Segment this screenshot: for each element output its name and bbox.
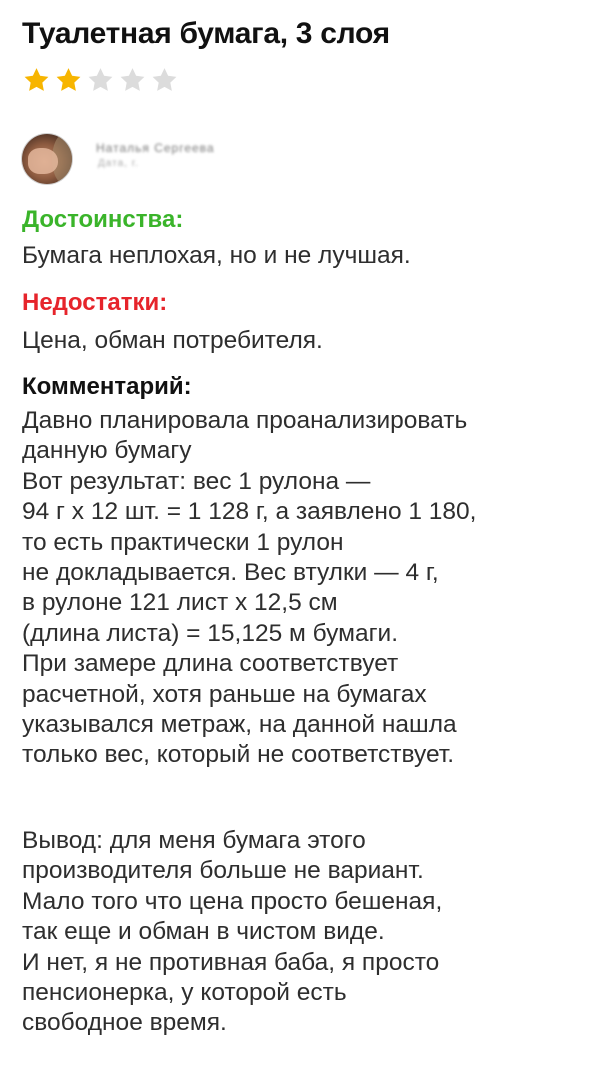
pros-label: Достоинства: — [22, 206, 184, 233]
star-icon — [22, 66, 51, 94]
conclusion-text: Вывод: для меня бумага этого производителя больше не вариант. Мало того что цена просто бешеная, так еще и обман в чистом виде. И нет, я не противная баба, я просто пенсионерка, у которой есть свободное время. — [22, 827, 443, 1037]
comment-text: Давно планировала проанализировать данную бумагу Вот результат: вес 1 рулона — 94 г х 12 шт. = 1 128 г, а заявлено 1 180, то есть практически 1 рулон не докладывается. Вес втулки — 4 г, в рулоне 121 лист х 12,5 см (длина листа) = 15,125 м бумаги. При замере длина соответствует расчетной, хотя раньше на бумагах указывался метраж, на данной нашла только вес, который не соответствует. — [22, 407, 477, 769]
comment-label: Комментарий: — [22, 373, 192, 400]
cons-label: Недостатки: — [22, 289, 168, 316]
product-title: Туалетная бумага, 3 слоя — [22, 17, 390, 50]
avatar[interactable] — [22, 134, 72, 184]
reviewer-meta: Дата, г. — [98, 158, 139, 169]
star-empty-icon — [150, 66, 179, 94]
reviewer-name: Наталья Сергеева — [96, 141, 215, 155]
reviewer-name-blurred[interactable] — [96, 140, 215, 172]
reviewer — [22, 134, 215, 184]
star-icon — [54, 66, 83, 94]
star-empty-icon — [86, 66, 115, 94]
cons-text: Цена, обман потребителя. — [22, 327, 323, 354]
pros-text: Бумага неплохая, но и не лучшая. — [22, 242, 411, 269]
avatar-face — [28, 148, 58, 174]
rating-stars — [22, 66, 179, 94]
star-empty-icon — [118, 66, 147, 94]
